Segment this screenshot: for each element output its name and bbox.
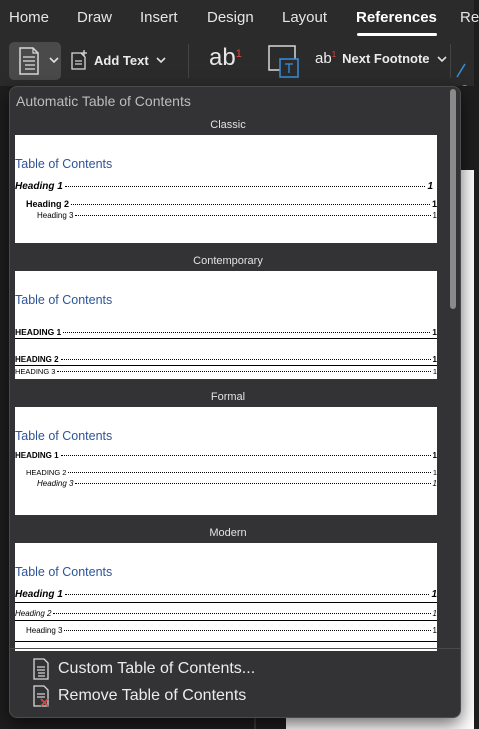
tab-insert[interactable]: Insert xyxy=(140,9,178,26)
custom-toc-icon xyxy=(32,658,50,680)
style-label-modern: Modern xyxy=(209,527,247,539)
entry-text: Heading 3 xyxy=(26,626,63,635)
dot-leader xyxy=(61,455,431,456)
add-text-button[interactable] xyxy=(70,50,166,70)
gallery-section-header: Automatic Table of Contents xyxy=(16,93,191,109)
insert-endnote-button[interactable] xyxy=(266,43,302,79)
tab-layout[interactable]: Layout xyxy=(282,9,328,26)
tab-references[interactable]: References xyxy=(356,9,437,26)
toc-preview-heading-3 xyxy=(37,479,437,488)
divider-rule xyxy=(15,620,437,621)
chevron-down-icon xyxy=(156,56,166,64)
entry-text: HEADING 2 xyxy=(26,468,67,477)
panel-divider xyxy=(10,648,460,649)
toc-preview-heading-1 xyxy=(15,181,433,192)
entry-page: 1 xyxy=(432,609,437,618)
toc-thumbnail-contemporary[interactable] xyxy=(15,271,437,379)
dot-leader xyxy=(61,359,431,360)
dot-leader xyxy=(75,483,430,484)
toolbar-divider xyxy=(188,44,189,78)
toc-preview-heading-3 xyxy=(37,211,437,220)
entry-text: Heading 2 xyxy=(15,609,52,618)
custom-table-of-contents-button[interactable] xyxy=(32,658,255,680)
divider-rule xyxy=(15,602,437,603)
toolbar-divider xyxy=(450,44,451,78)
add-text-label: Add Text xyxy=(94,52,149,68)
dot-leader xyxy=(57,371,430,372)
chevron-down-icon xyxy=(437,55,447,63)
toc-preview-heading-3 xyxy=(15,367,437,376)
entry-page: 1 xyxy=(432,479,437,488)
insert-footnote-icon-text: ab xyxy=(209,44,236,71)
style-label-formal: Formal xyxy=(210,391,246,403)
entry-page: 1 xyxy=(432,355,437,364)
references-toolbar xyxy=(0,38,474,86)
ribbon-tab-bar xyxy=(0,0,479,38)
tab-home[interactable]: Home xyxy=(9,9,50,26)
entry-page: 1 xyxy=(431,199,437,209)
tab-design[interactable]: Design xyxy=(207,9,254,26)
entry-text: Heading 3 xyxy=(37,211,74,220)
dot-leader xyxy=(65,186,426,187)
entry-page: 1 xyxy=(432,468,437,477)
dot-leader xyxy=(68,472,430,473)
divider-rule xyxy=(15,338,437,339)
tab-draw[interactable]: Draw xyxy=(77,9,113,26)
table-of-contents-dropdown xyxy=(9,86,461,718)
dot-leader xyxy=(63,332,430,333)
toc-preview-heading-1 xyxy=(15,451,437,460)
entry-text: Heading 3 xyxy=(37,479,74,488)
entry-page: 1 xyxy=(432,367,437,376)
toc-preview-title: Table of Contents xyxy=(15,157,113,171)
toc-preview-heading-2 xyxy=(15,355,437,364)
insert-footnote-icon-superscript: 1 xyxy=(235,48,242,60)
toc-preview-heading-1 xyxy=(15,327,437,337)
next-footnote-icon-text: ab xyxy=(315,50,332,67)
toc-preview-heading-1 xyxy=(15,589,437,600)
entry-page: 1 xyxy=(432,211,437,220)
remove-table-of-contents-button[interactable] xyxy=(32,685,246,707)
entry-text: HEADING 3 xyxy=(15,367,56,376)
divider-rule xyxy=(15,365,437,366)
remove-toc-icon xyxy=(32,685,50,707)
custom-toc-label: Custom Table of Contents... xyxy=(58,660,256,677)
entry-text: HEADING 1 xyxy=(15,451,59,460)
toc-preview-title: Table of Contents xyxy=(15,429,113,443)
remove-toc-label: Remove Table of Contents xyxy=(58,687,247,704)
next-footnote-icon xyxy=(315,50,336,67)
toc-style-gallery xyxy=(10,115,446,645)
table-of-contents-icon xyxy=(18,47,40,75)
style-label-classic: Classic xyxy=(210,119,246,131)
insert-footnote-button[interactable] xyxy=(209,44,242,72)
table-of-contents-button[interactable] xyxy=(9,42,61,80)
dot-leader xyxy=(65,594,430,595)
entry-page: 1 xyxy=(432,626,437,635)
toc-preview-heading-2 xyxy=(26,199,437,209)
add-text-icon xyxy=(70,50,88,70)
dot-leader xyxy=(75,215,430,216)
toc-preview-title: Table of Contents xyxy=(15,293,113,307)
chevron-down-icon xyxy=(49,56,59,64)
gallery-scrollbar[interactable] xyxy=(446,87,460,647)
toc-preview-title: Table of Contents xyxy=(15,565,113,579)
scrollbar-thumb[interactable] xyxy=(450,89,456,309)
entry-page: 1 xyxy=(432,327,437,337)
toc-thumbnail-classic[interactable] xyxy=(15,135,437,243)
entry-text: HEADING 2 xyxy=(15,355,59,364)
entry-text: Heading 1 xyxy=(15,589,63,600)
next-footnote-label: Next Footnote xyxy=(342,51,430,66)
entry-page: 1 xyxy=(431,589,437,600)
dot-leader xyxy=(71,204,430,205)
entry-text: HEADING 1 xyxy=(15,327,62,337)
smart-lookup-icon xyxy=(456,58,466,78)
dot-leader xyxy=(53,613,430,614)
next-footnote-icon-superscript: 1 xyxy=(331,50,337,59)
toc-preview-heading-2 xyxy=(15,609,437,618)
entry-page: 1 xyxy=(427,181,433,192)
style-label-contemporary: Contemporary xyxy=(193,255,263,267)
endnote-icon xyxy=(266,43,302,79)
toc-preview-heading-2 xyxy=(26,468,437,477)
entry-text: Heading 1 xyxy=(15,181,63,192)
next-footnote-button[interactable] xyxy=(315,50,447,67)
toc-thumbnail-formal[interactable] xyxy=(15,407,437,515)
entry-text: Heading 2 xyxy=(26,199,70,209)
toc-thumbnail-modern[interactable] xyxy=(15,543,437,651)
dot-leader xyxy=(64,630,430,631)
toc-preview-heading-3 xyxy=(26,626,437,635)
active-tab-indicator xyxy=(357,33,437,36)
tab-review-clipped[interactable]: Re xyxy=(460,9,479,26)
entry-page: 1 xyxy=(432,451,437,460)
divider-rule xyxy=(15,641,437,642)
